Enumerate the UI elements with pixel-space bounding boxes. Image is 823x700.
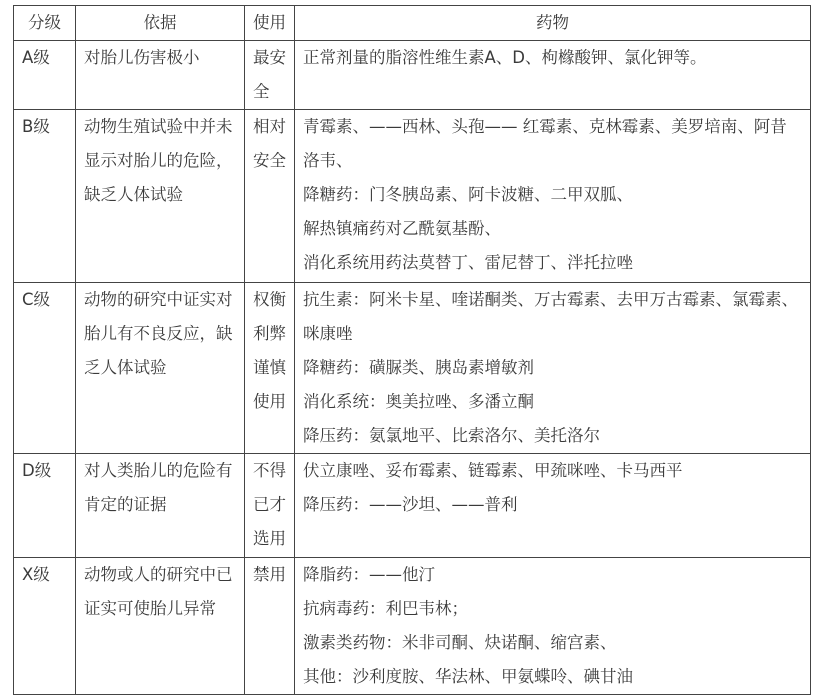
drug-line: 抗病毒药：利巴韦林； bbox=[303, 599, 468, 618]
drug-line: 消化系统：奥美拉唑、多潘立酮 bbox=[303, 392, 534, 411]
table-row-grade-c bbox=[14, 283, 811, 454]
cell-grade: A级 bbox=[14, 41, 76, 110]
cell-drugs bbox=[295, 41, 811, 110]
header-row bbox=[14, 6, 811, 41]
cell-usage: 不得已才选用 bbox=[245, 454, 295, 558]
table-row-grade-b bbox=[14, 110, 811, 283]
header-usage: 使用 bbox=[245, 6, 295, 41]
cell-usage: 禁用 bbox=[245, 558, 295, 695]
cell-basis: 对人类胎儿的危险有肯定的证据 bbox=[76, 454, 245, 558]
drug-line: 正常剂量的脂溶性维生素A、D、枸橼酸钾、氯化钾等。 bbox=[303, 48, 707, 67]
drug-line: 降糖药：磺脲类、胰岛素增敏剂 bbox=[303, 358, 534, 377]
header-basis: 依据 bbox=[76, 6, 245, 41]
cell-basis: 动物或人的研究中已证实可使胎儿异常 bbox=[76, 558, 245, 695]
cell-grade: D级 bbox=[14, 454, 76, 558]
pregnancy-drug-grade-table bbox=[13, 5, 811, 695]
cell-drugs bbox=[295, 110, 811, 283]
table-row-grade-x bbox=[14, 558, 811, 695]
header-drugs: 药物 bbox=[295, 6, 811, 41]
drug-line: 伏立康唑、妥布霉素、链霉素、甲巯咪唑、卡马西平 bbox=[303, 461, 683, 480]
cell-usage: 最安全 bbox=[245, 41, 295, 110]
drug-line: 消化系统用药法莫替丁、雷尼替丁、泮托拉唑 bbox=[303, 253, 633, 272]
drug-line: 降糖药：门冬胰岛素、阿卡波糖、二甲双胍、 bbox=[303, 185, 633, 204]
cell-basis: 动物生殖试验中并未显示对胎儿的危险，缺乏人体试验 bbox=[76, 110, 245, 283]
cell-drugs bbox=[295, 283, 811, 454]
drug-line: 降压药：氨氯地平、比索洛尔、美托洛尔 bbox=[303, 426, 600, 445]
cell-grade: C级 bbox=[14, 283, 76, 454]
cell-basis: 对胎儿伤害极小 bbox=[76, 41, 245, 110]
drug-line: 降压药：——沙坦、——普利 bbox=[303, 495, 518, 514]
drug-line: 降脂药：——他汀 bbox=[303, 565, 435, 584]
drug-line: 其他：沙利度胺、华法林、甲氨蝶呤、碘甘油 bbox=[303, 667, 633, 686]
cell-drugs bbox=[295, 558, 811, 695]
cell-usage: 权衡利弊谨慎使用 bbox=[245, 283, 295, 454]
cell-usage: 相对安全 bbox=[245, 110, 295, 283]
cell-drugs bbox=[295, 454, 811, 558]
drug-line: 抗生素：阿米卡星、喹诺酮类、万古霉素、去甲万古霉素、氯霉素、咪康唑 bbox=[303, 290, 798, 343]
cell-grade: X级 bbox=[14, 558, 76, 695]
drug-line: 解热镇痛药对乙酰氨基酚、 bbox=[303, 219, 501, 238]
drug-line: 青霉素、——西林、头孢—— 红霉素、克林霉素、美罗培南、阿昔洛韦、 bbox=[303, 117, 787, 170]
drug-line: 激素类药物：米非司酮、炔诺酮、缩宫素、 bbox=[303, 633, 617, 652]
cell-grade: B级 bbox=[14, 110, 76, 283]
header-grade: 分级 bbox=[14, 6, 76, 41]
cell-basis: 动物的研究中证实对胎儿有不良反应，缺乏人体试验 bbox=[76, 283, 245, 454]
table-row-grade-a bbox=[14, 41, 811, 110]
table-row-grade-d bbox=[14, 454, 811, 558]
